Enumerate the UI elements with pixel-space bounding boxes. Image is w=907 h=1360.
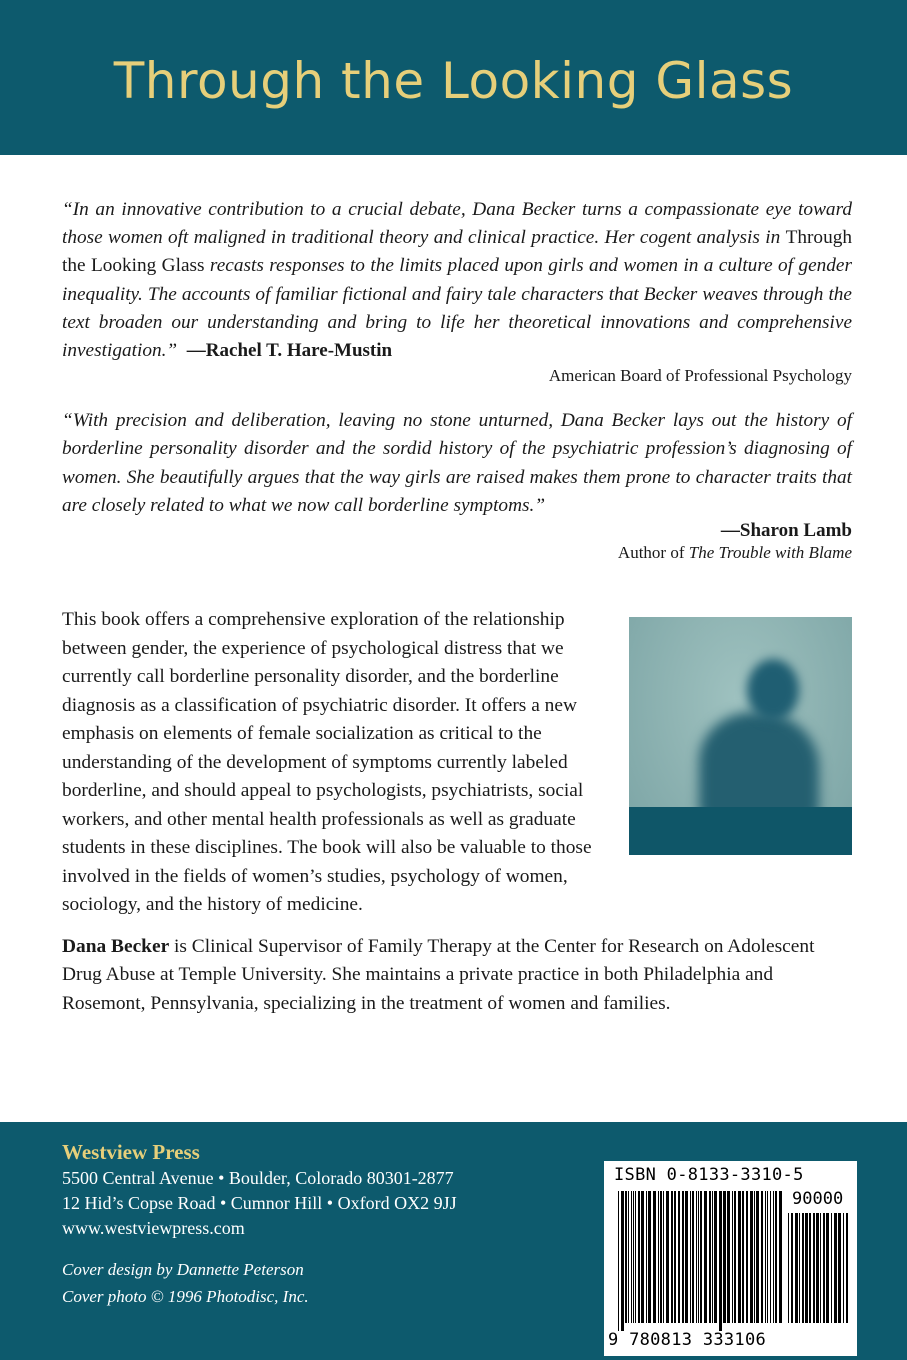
- cover-photo-credit: Cover photo © 1996 Photodisc, Inc.: [62, 1287, 309, 1306]
- isbn-text: ISBN 0-8133-3310-5: [614, 1165, 804, 1185]
- barcode-bar: [823, 1213, 825, 1323]
- publisher-address-us: 5500 Central Avenue • Boulder, Colorado 80301-2877: [62, 1168, 454, 1188]
- barcode-bar: [846, 1213, 848, 1323]
- barcode-bar: [799, 1213, 800, 1323]
- barcode-bar: [765, 1191, 766, 1323]
- silhouette-figure: [699, 712, 819, 822]
- barcode-bar: [802, 1213, 804, 1323]
- barcode-bar: [690, 1191, 691, 1323]
- barcode-bar: [698, 1191, 699, 1323]
- barcode-bar: [805, 1213, 808, 1323]
- barcode-bar: [638, 1191, 640, 1323]
- barcode-bar: [843, 1213, 844, 1323]
- endorsement-1: [62, 196, 852, 387]
- publisher-website: www.westviewpress.com: [62, 1218, 245, 1238]
- barcode-bar: [813, 1213, 815, 1323]
- barcode-bar: [834, 1213, 837, 1323]
- book-description-section: [62, 606, 852, 1018]
- barcode-bar: [709, 1191, 711, 1323]
- barcode-bar: [754, 1191, 755, 1323]
- barcode-bar: [663, 1191, 664, 1323]
- barcode-bar: [635, 1191, 636, 1323]
- barcode-bar: [660, 1191, 662, 1323]
- barcode-bar: [746, 1191, 748, 1323]
- cover-photo: [629, 617, 852, 855]
- barcode-label: [604, 1161, 857, 1356]
- barcode-bar: [727, 1191, 730, 1323]
- barcode-bar: [641, 1191, 644, 1323]
- barcode-bar: [750, 1191, 753, 1323]
- publisher-info: [62, 1138, 457, 1241]
- barcode-bar: [646, 1191, 647, 1323]
- photo-floor: [629, 807, 852, 855]
- barcode-bar: [692, 1191, 694, 1323]
- book-title: Through the Looking Glass: [113, 52, 794, 110]
- barcode-bar: [809, 1213, 811, 1323]
- barcode-bar: [631, 1191, 632, 1323]
- barcode-bar: [779, 1191, 782, 1323]
- barcode-bar: [770, 1191, 771, 1323]
- addon-barcode: [788, 1213, 850, 1331]
- endorsement-2-author: —Sharon Lamb: [720, 520, 852, 542]
- ean-digits: 9 780813 333106: [608, 1330, 767, 1350]
- barcode-bar: [658, 1191, 659, 1323]
- barcode-bar: [816, 1213, 819, 1323]
- barcode-bar: [773, 1191, 774, 1323]
- endorsement-1-text: “In an innovative contribution to a crucial debate, Dana Becker turns a compassionate eye toward those women oft maligned in traditional theory and clinical practice. Her cogent analysis in Through the Looking Glass recasts responses to the limits placed upon girls and women in a culture of gender inequality. The accounts of familiar fictional and fairy tale characters that Becker weaves through the text broaden our understanding and bring to life her theoretical innovations and comprehensive investigation.” —Rachel T. Hare-Mustin: [62, 199, 852, 362]
- cover-design-credit: Cover design by Dannette Peterson: [62, 1260, 304, 1279]
- barcode-bar: [719, 1191, 722, 1331]
- cited-work-title: Through the Looking Glass: [62, 227, 852, 277]
- barcode-bar: [795, 1213, 798, 1323]
- cover-header: [0, 0, 907, 155]
- barcode-bar: [682, 1191, 684, 1323]
- barcode-bar: [788, 1213, 789, 1323]
- barcode-bar: [826, 1213, 829, 1323]
- barcode-bar: [732, 1191, 733, 1323]
- barcode-bar: [820, 1213, 821, 1323]
- endorsements: [62, 196, 852, 564]
- barcode-bar: [761, 1191, 763, 1323]
- barcode-bar: [704, 1191, 707, 1323]
- barcode-bar: [628, 1191, 629, 1323]
- barcode-bar: [678, 1191, 680, 1323]
- barcode-bar: [775, 1191, 777, 1323]
- barcode-bar: [653, 1191, 656, 1323]
- barcode-bar: [831, 1213, 832, 1323]
- barcode-bar: [723, 1191, 726, 1323]
- silhouette-head: [747, 659, 799, 721]
- cover-credits: [62, 1256, 309, 1310]
- barcode-bar: [648, 1191, 651, 1323]
- barcode-bar: [685, 1191, 688, 1323]
- barcode-bar: [791, 1213, 793, 1323]
- endorsement-1-affiliation: American Board of Professional Psychology: [548, 366, 852, 386]
- barcode-bar: [633, 1191, 634, 1323]
- publisher-name: Westview Press: [62, 1140, 200, 1164]
- ean-barcode: [618, 1191, 784, 1331]
- barcode-bar: [838, 1213, 841, 1323]
- author-bio: Dana Becker is Clinical Supervisor of Family Therapy at the Center for Research on Adolescent Drug Abuse at Temple University. She maintains a private practice in both Philadelphia and Rosemont, Pennsylvania, specializing in the treatment of women and families.: [62, 935, 815, 1014]
- barcode-bar: [621, 1191, 624, 1331]
- barcode-bar: [767, 1191, 768, 1323]
- book-description: This book offers a comprehensive exploration of the relationship between gender, the experience of psychological distress that we currently call borderline personality disorder, and the borderline diagnosis as a classification of psychiatric disorder. It offers a new emphasis on elements of female socialization as critical to the understanding of the development of symptoms currently labeled borderline, and should appeal to psychologists, psychiatrists, social workers, and other mental health professionals as well as graduate students in these disciplines. The book will also be valuable to those involved in the fields of women’s studies, psychology of women, sociology, and the history of medicine.: [62, 609, 592, 915]
- barcode-bar: [714, 1191, 717, 1323]
- barcode-bar: [674, 1191, 676, 1323]
- endorsement-2-text: “With precision and deliberation, leaving no stone unturned, Dana Becker lays out the history of borderline personality disorder and the sordid history of the psychiatric profession’s diagnosing of women. She beautifully argues that the way girls are raised makes them prone to character traits that are closely related to what we now call borderline symptoms.”: [62, 410, 852, 516]
- barcode-bar: [742, 1191, 744, 1323]
- price-code: 90000: [792, 1189, 844, 1209]
- barcode-bar: [700, 1191, 702, 1323]
- barcode-bar: [734, 1191, 736, 1323]
- barcode-bar: [756, 1191, 759, 1323]
- barcode-bar: [696, 1191, 697, 1323]
- barcode-bar: [712, 1191, 713, 1323]
- endorsement-2: [62, 407, 852, 564]
- barcode-bar: [671, 1191, 673, 1323]
- endorsement-2-affiliation: Author of The Trouble with Blame: [617, 543, 852, 563]
- cover-footer: [0, 1122, 907, 1360]
- barcode-bar: [738, 1191, 741, 1323]
- barcode-bar: [666, 1191, 669, 1323]
- barcode-bar: [625, 1191, 627, 1323]
- endorsement-1-author: —Rachel T. Hare-Mustin: [186, 340, 393, 362]
- author-name: Dana Becker: [62, 935, 170, 957]
- barcode-bar: [618, 1191, 619, 1331]
- publisher-address-uk: 12 Hid’s Copse Road • Cumnor Hill • Oxford OX2 9JJ: [62, 1193, 457, 1213]
